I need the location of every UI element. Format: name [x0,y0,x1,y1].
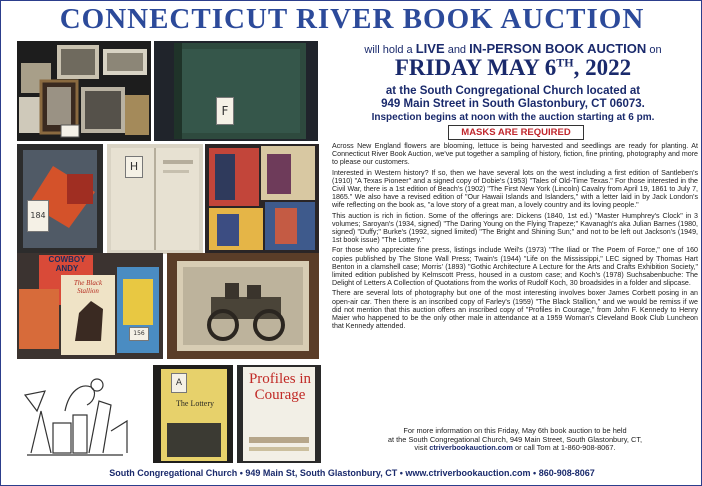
photo-childrens-books [17,253,163,359]
auction-location [323,85,702,111]
body-paragraph: For those who appreciate fine press, listings include Weil's (1973) "The Iliad or The Poem of Force," one of 160 copies published by The Stone Wall Press; Twain's (1944) "Life on the Mississippi," LEC signed by Thomas Hart Benton in a clamshell case; Morris' (1893) "Gothic Architecture A Lecture for the Arts and Crafts Exhibition Society," limited edition published by Kelmscott Press, housed in a custom case; and Koch's (1978) Suchsabenbuche: The Delight of Letters A Collection of Quotations from the works of Rudolf Koch, 30 broadsides in a folder and slipcase. [332,246,698,288]
print-figure [217,214,239,246]
sketch-book [111,421,127,453]
body-paragraph: Interested in Western history? If so, then we have several lots on the west including a first edition of Santleben's (1910) "A Texas Pioneer" and a signed copy of Dobie's (1953) "Tales of Old-Time Texas." For those interested in the Civil War, there is a 1st edition of Beach's (1902) "The First New York (Lincoln) Cavalry from April 19, 1861 to July 7, 1865." We also have a revised edition of "Our Hawaii Islands and Islanders," with a letter laid in by Jack London's wife reflecting on the book as, "a love story of a great man, a lovely country and its loving people." [332,168,698,210]
closing-line-2: at the South Congregational Church, 949 Main Street, South Glastonbury, CT, [387,434,643,444]
green-book-svg [154,41,318,141]
body-paragraph: Across New England flowers are blooming, lettuce is being harvested and seedlings are ready for planting. At Connecticut River Book Auction, we've put together a sampling of history, fiction, fine printing, photography and more to please our customers. [332,142,698,167]
car-svg [167,253,319,359]
photo-print [125,95,149,135]
date-suffix: TH [556,55,574,70]
date-year: , 2022 [573,55,632,80]
website-link[interactable]: ctriverbookauction.com [429,443,513,453]
book-cover-art [123,279,153,325]
announcement-post: on [646,44,662,56]
cowboy-andy-title: COWBOY ANDY [48,255,86,273]
text-line [163,160,193,164]
photo-print-image [61,49,95,75]
date-main: FRIDAY MAY 6 [394,55,557,80]
red-book [67,174,93,204]
lot-tag-156: 156 [129,327,149,341]
photo-print-image [107,53,143,71]
car-occupant [247,285,261,299]
text-line [163,170,189,173]
lottery-title: The Lottery [176,399,214,408]
photo-binder [17,144,103,254]
announcement-in-person: IN-PERSON BOOK AUCTION [469,41,647,56]
closing-phone: or call Tom at 1-860-908-8067. [513,443,616,453]
lot-tag-184: 184 [27,200,49,232]
article-body [332,142,698,332]
photo-green-book [154,41,318,141]
announcement-mid: and [444,44,470,56]
profiles-title: Profiles in Courage [248,371,312,403]
masks-required-badge: MASKS ARE REQUIRED [448,125,584,140]
print-figure [215,154,235,200]
photo-prints [205,144,319,254]
photo-collection-image [17,41,151,141]
sketch-cherub-head [91,379,103,391]
closing-line-1: For more information on this Friday, May 6th book auction to be held [403,426,627,435]
print-figure [267,154,291,194]
lottery-cover-band [167,423,221,457]
lot-tag-h: H [125,156,143,178]
lot-tag-f: F [216,97,234,125]
portrait-image [47,87,71,125]
inspection-note: Inspection begins at noon with the auction starting at 6 pm. [371,112,655,123]
binder-svg [17,144,103,254]
sketch-cherub [65,386,94,411]
book-cover-panel [182,49,300,133]
lottery-svg [153,365,233,463]
open-book-svg [107,144,203,254]
black-stallion-title: The Black Stallion [73,279,103,295]
sketch-open-book [25,391,45,411]
photo-the-lottery [153,365,233,463]
body-paragraph: This auction is rich in fiction. Some of the offerings are: Dickens (1840, 1st ed.) "Master Humphrey's Clock" in 3 volumes; Saroyan's (1934, signed) "The Daring Young on the Flying Trapeze;" Kavanagh's aka Julian Barnes (1980, signed) "Duffy;" Burke's (1992, signed limited) "The Bright and Shining Sun;" and not to be left out Jackson's (1949, 1st book issue) "The Lottery." [332,211,698,245]
books-sketch-illustration [17,371,133,463]
page-title: CONNECTICUT RIVER BOOK AUCTION [59,3,645,35]
sketch-svg [17,371,133,463]
photo-print-image [85,91,121,129]
sketch-book [31,411,51,453]
announcement-live: LIVE [415,41,445,56]
announcement-pre: will hold a [364,44,416,56]
location-line-1: at the South Congregational Church located at [385,85,641,97]
photo-open-book [107,144,203,254]
announcement-line [323,41,702,56]
footer-bar: South Congregational Church • 949 Main St, South Glastonbury, CT • www.ctriverbookauction.com • 860-908-8067 [109,468,595,478]
photo-collection-svg [17,41,151,141]
book-spine [174,43,182,139]
car-body [211,297,281,319]
profiles-author-line [249,437,309,443]
book-cover [19,289,59,349]
body-paragraph: There are several lots of photography but one of the most interesting involves boxer James Corbett posing in an open-air car. Then there is an inscribed copy of Farley's (1959) "The Black Stallion," and we would be remiss if we did not mention that this auction offers an inscribed copy of "Profiles in Courage," from John F. Kennedy to Henry Maier who happened to be the only other male in attendance at a 1959 Woman's Cleveland Book Club Luncheon that Kennedy attended. [332,289,698,331]
car-occupant [225,283,239,299]
closing-visit: visit [414,443,430,453]
location-line-2: 949 Main Street in South Glastonbury, CT 06073. [381,98,645,110]
closing-line-3 [332,444,698,453]
sketch-book [53,423,71,453]
lot-tag-a: A [171,373,187,393]
sketch-book [73,415,87,453]
closing-info [332,427,698,453]
lot-tag [61,125,79,137]
prints-svg [205,144,319,254]
photo-profiles-in-courage [237,365,321,463]
profiles-subtitle-line [249,447,309,451]
photo-open-air-car [167,253,319,359]
auction-date [323,55,702,81]
print-figure [275,208,297,244]
sketch-book [89,401,111,453]
